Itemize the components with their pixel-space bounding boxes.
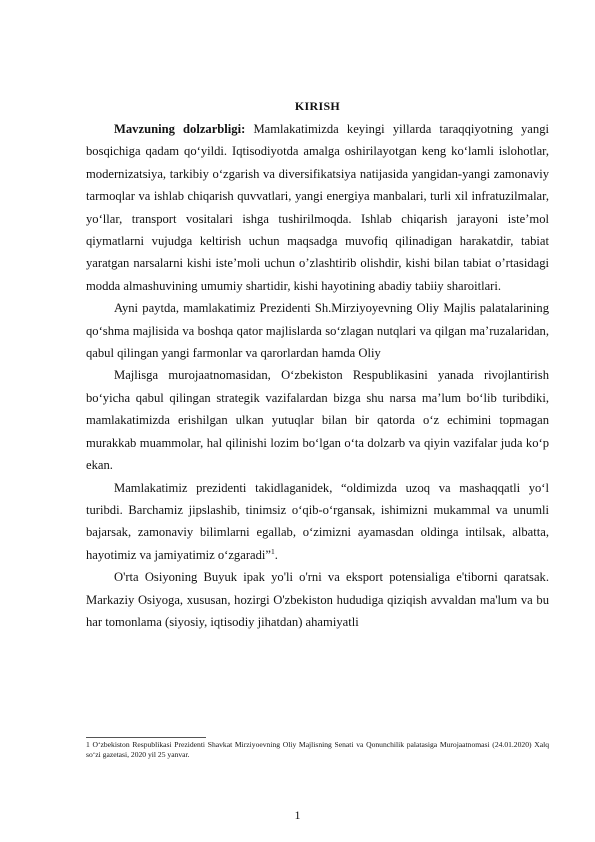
footnote-separator — [86, 737, 206, 738]
paragraph-text: Mamlakatimizda keyingi yillarda taraqqiyotning yangi bosqichiga qadam qo‘yildi. Iqtisodiyotda amalga oshirilayotgan keng ko‘lamli islohotlar, modernizatsiya, tarkibiy o‘zgarish va diversifikatsiya natijasida yangidan-yangi zamonaviy tarmoqlar va ishlab chiqarish quvvatlari, yangi energiya manbalari, turli xil infratuzilmalar, yo‘llar, transport vositalari ishga tushirilmoqda. Ishlab chiqarish jarayoni iste’mol qiymatlarni vujudga keltirish uchun maqsadga muvofiq qilinadigan harakatdir, tabiat yaratgan narsalarni kishi iste’moli uchun o’zlashtirib olishdir, kishi bilan tabiat o’rtasidagi modda almashuvining umumiy shartidir, kishi hayotining abadiy tabiiy sharoitlari. — [86, 122, 549, 293]
paragraph-strategy: Majlisga murojaatnomasidan, O‘zbekiston Respublikasini yanada rivojlantirish bo‘yicha qabul qilingan strategik vazifalardan bizga shu narsa ma’lum bo‘lib turibdiki, mamlakatimizda erishilgan ulkan yutuqlar bilan bir qatorda o‘z echimini topmagan murakkab muammolar, hal qilinishi lozim bo‘lgan o‘ta dolzarb va qiyin vazifalar juda ko‘p ekan. — [86, 368, 549, 473]
page-number: 1 — [294, 808, 301, 822]
page-title: KIRISH — [294, 99, 341, 113]
paragraph-quote — [86, 477, 549, 567]
paragraph-relevance — [86, 118, 549, 297]
paragraph-president: Ayni paytda, mamlakatimiz Prezidenti Sh.Mirziyoyevning Oliy Majlis palatalarining qo‘shma majlisida va boshqa qator majlislarda so‘zlagan nutqlari va qilgan ma’ruzalaridan, qabul qilingan yangi farmonlar va qarorlardan hamda Oliy — [86, 301, 549, 361]
footnote: 1 O‘zbekiston Respublikasi Prezidenti Shavkat Mirziyoevning Oliy Majlisning Senati va Qonunchilik palatasiga Murojaatnomasi (24.01.2020) Xalq so‘zi gazetasi, 2020 yil 25 yanvar. — [86, 740, 549, 759]
paragraph-tail: . — [274, 547, 278, 562]
paragraph-text: Mamlakatimiz prezidenti takidlaganidek, “oldimizda uzoq va mashaqqatli yo‘l turibdi. Barchamiz jipslashib, tinimsiz o‘qib-o‘rgansak, ishimizni mukammal va unumli bajarsak, zamonaviy bilimlarni egallab, o‘zimizni ayamasdan oldinga intilsak, albatta, hayotimiz va jamiyatimiz o‘zgaradi” — [86, 480, 549, 562]
page-body — [86, 94, 549, 633]
footnote-reference[interactable]: 1 — [270, 546, 275, 556]
paragraph-lead: Mavzuning dolzarbligi: — [114, 122, 246, 136]
paragraph-silk-road: O'rta Osiyoning Buyuk ipak yo'li o'rni va eksport potensialiga e'tiborni qaratsak. Markaziy Osiyoga, xususan, hozirgi O'zbekiston hududiga qiziqish avvaldan ma'lum va bu har tomonlama (siyosiy, iqtisodiy jihatdan) ahamiyatli — [86, 570, 549, 629]
